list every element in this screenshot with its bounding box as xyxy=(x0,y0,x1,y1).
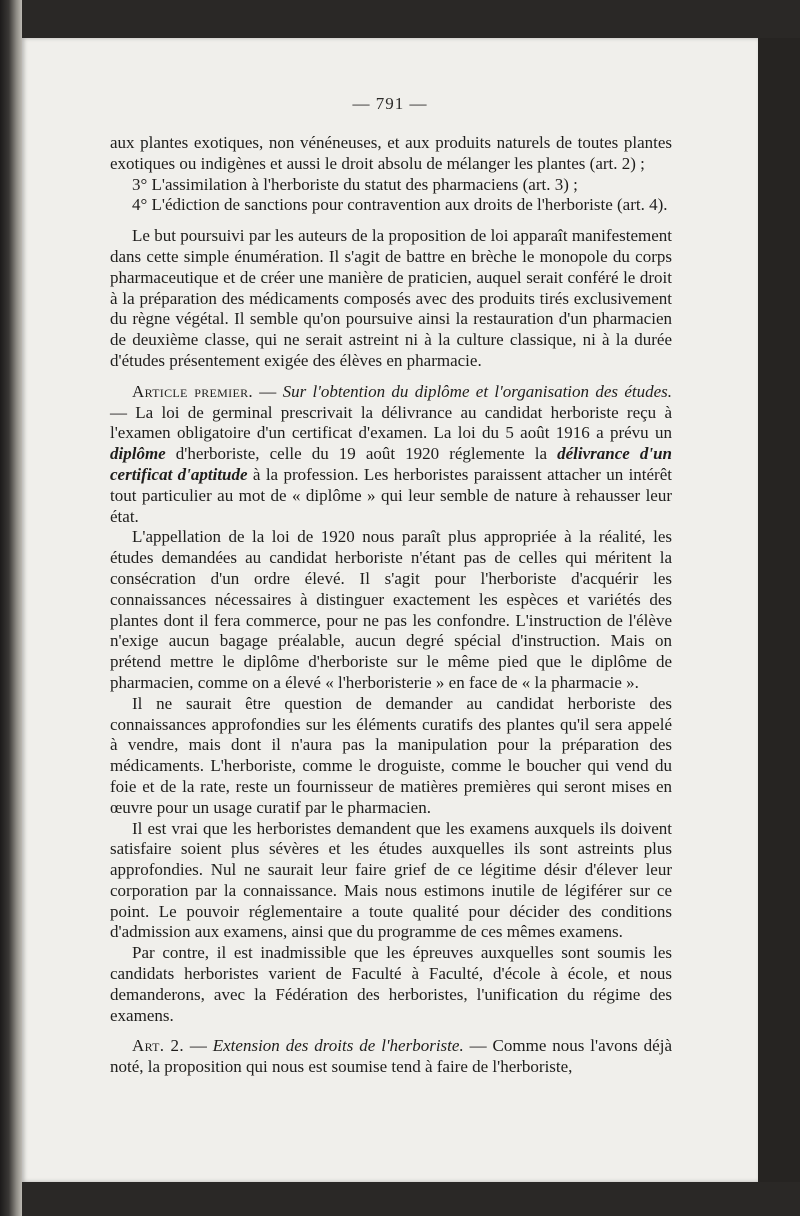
paragraph: Par contre, il est inadmissible que les épreuves auxquelles sont soumis les candidats herboristes varient de Faculté à Faculté, d'école à école, et nous demanderons, avec la Fédération des herboristes, l'unification du régime des examens. xyxy=(110,943,672,1025)
body-text xyxy=(110,133,672,1078)
scan-background-edge xyxy=(758,38,800,1182)
section-text: — Comme nous l'avons déjà noté, la proposition qui nous est soumise tend à faire de l'herboriste, xyxy=(110,1036,672,1077)
paragraph: L'appellation de la loi de 1920 nous paraît plus appropriée à la réalité, les études demandées au candidat herboriste n'étant pas de celles qui méritent la consécration d'un ordre élevé. Il s'agit pour l'herboriste d'acquérir les connaissances nécessaires à distinguer exactement les espèces et variétés des plantes dont il fera commerce, pour ne pas les confondre. L'instruction de l'élève n'exige aucun bagage préalable, aucun degré spécial d'instruction. Mais on prétend mettre le diplôme d'herboriste sur le même pied que le diplôme de pharmacien, comme on a élevé « l'herboristerie » en face de « la pharmacie ». xyxy=(110,527,672,692)
emphasis-diplome: diplôme xyxy=(110,444,166,464)
section-art-2 xyxy=(110,1036,672,1078)
paragraph: Le but poursuivi par les auteurs de la proposition de loi apparaît manifestement dans cette simple énumération. Il s'agit de battre en brèche le monopole du corps pharmaceutique et de créer une manière de praticien, auquel serait conféré le droit à la préparation des médicaments composés avec des produits tirés exclusivement du règne végétal. Il semble qu'on poursuive ainsi la restauration d'un pharmacien de deuxième classe, qui ne serait astreint ni à la culture classique, ni à la durée d'études présentement exigée des élèves en pharmacie. xyxy=(110,226,672,370)
section-title: Extension des droits de l'herboriste. xyxy=(212,1036,464,1056)
list-item-4: 4° L'édiction de sanctions pour contravention aux droits de l'herboriste (art. 4). xyxy=(132,195,668,215)
section-article-premier xyxy=(110,382,672,528)
section-text: — La loi de germinal prescrivait la délivrance au candidat herboriste reçu à l'examen obligatoire d'un certificat d'examen. La loi du 5 août 1916 a prévu un xyxy=(110,402,672,443)
section-heading: Art. 2. xyxy=(132,1036,184,1056)
section-title: Sur l'obtention du diplôme et l'organisation des études. xyxy=(282,381,673,401)
list-item-3: 3° L'assimilation à l'herboriste du statut des pharmaciens (art. 3) ; xyxy=(132,174,578,194)
paragraph-continuation: aux plantes exotiques, non vénéneuses, et aux produits naturels de toutes plantes exotiques ou indigènes et aussi le droit absolu de mélanger les plantes (art. 2) ; xyxy=(110,133,672,173)
paragraph: Il est vrai que les herboristes demandent que les examens auxquels ils doivent satisfaire soient plus sévères et les études auxquelles ils sont astreints plus approfondies. Nul ne saurait leur faire grief de ce légitime désir d'élever leur corporation par la connaissance. Mais nous estimons inutile de légiférer sur ce point. Le pouvoir réglementaire a toute qualité pour décider des conditions d'admission aux examens, ainsi que du programme de ces mêmes examens. xyxy=(110,818,672,942)
section-dash: — xyxy=(183,1036,213,1056)
section-dash: — xyxy=(252,381,283,401)
section-text: à la profession. Les herboristes paraissent attacher un intérêt tout particulier au mot de « diplôme » qui leur semble de nature à rehausser leur état. xyxy=(110,464,672,526)
section-text: d'herboriste, celle du 19 août 1920 réglemente la xyxy=(165,444,558,464)
page-number: — 791 — xyxy=(352,94,428,113)
book-spine-edge xyxy=(0,0,22,1216)
book-page xyxy=(22,38,758,1182)
emphasis-certificat: délivrance d'un certificat d'aptitude xyxy=(110,444,672,484)
section-heading: Article premier. xyxy=(132,381,253,401)
paragraph: Il ne saurait être question de demander au candidat herboriste des connaissances approfondies sur les éléments curatifs des plantes qu'il sera appelé à vendre, mais dont il n'aura pas la manipulation pour la préparation des médicaments. L'herboriste, comme le droguiste, comme le boucher qui vend du foie et de la rate, reste un fournisseur de matières premières qui seront mises en œuvre pour un usage curatif par le pharmacien. xyxy=(110,693,672,817)
